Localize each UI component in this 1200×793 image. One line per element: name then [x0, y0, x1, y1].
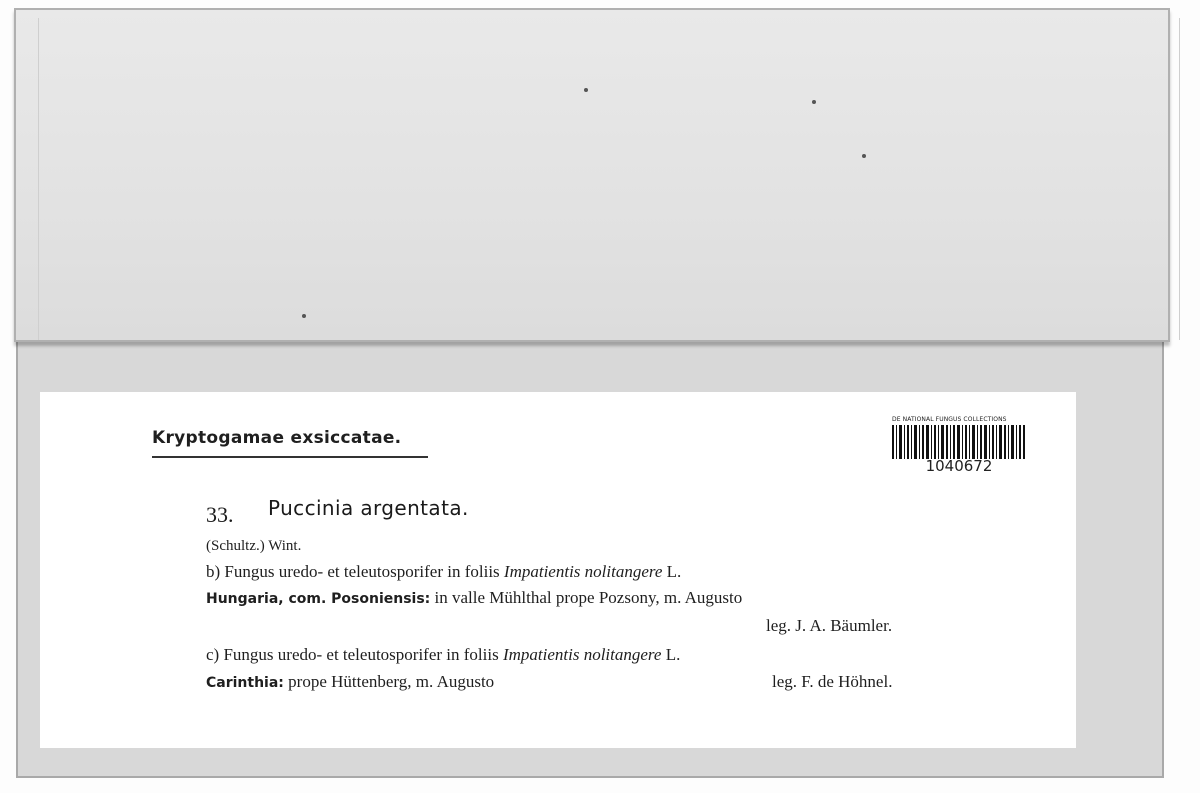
collection-c-collector: leg. F. de Höhnel. — [772, 672, 893, 691]
barcode-number: 1040672 — [925, 457, 993, 475]
collection-b-host: Impatientis nolitangere — [503, 562, 663, 581]
collection-b-place: Hungaria, com. Posoniensis: — [206, 591, 431, 607]
collection-c-locality-text: prope Hüttenberg, m. Augusto — [283, 672, 495, 691]
collection-c-prefix: c) Fungus uredo- et teleutosporifer in foliis — [206, 645, 503, 664]
speck — [812, 100, 816, 104]
barcode-caption: DE NATIONAL FUNGUS COLLECTIONS — [892, 416, 1007, 423]
collection-c-host: Impatientis nolitangere — [502, 645, 662, 664]
header-underline — [152, 456, 428, 458]
species-name: Puccinia argentata. — [268, 496, 469, 520]
speck — [302, 314, 306, 318]
collection-c-suffix: L. — [661, 645, 681, 664]
collection-b-description — [206, 562, 681, 582]
specimen-number: 33. — [206, 502, 234, 527]
collection-b-collector: leg. J. A. Bäumler. — [766, 616, 893, 635]
collection-b-prefix: b) Fungus uredo- et teleutosporifer in foliis — [206, 562, 504, 581]
collection-c-description — [206, 645, 680, 665]
collection-b-locality — [206, 588, 742, 608]
collection-c-locality — [206, 672, 494, 692]
collection-b-suffix: L. — [662, 562, 682, 581]
specimen-label — [40, 392, 1076, 748]
speck — [862, 154, 866, 158]
species-author: (Schultz.) Wint. — [206, 538, 302, 554]
speck — [584, 88, 588, 92]
collection-b-locality-text: in valle Mühlthal prope Pozsony, m. Augusto — [430, 588, 743, 607]
collection-c-place: Carinthia: — [206, 675, 284, 691]
flap-fold-line — [38, 18, 1180, 340]
label-header: Kryptogamae exsiccatae. — [152, 428, 402, 448]
barcode — [888, 416, 1030, 486]
barcode-bars-icon — [888, 425, 1030, 459]
envelope-flap — [14, 8, 1170, 342]
